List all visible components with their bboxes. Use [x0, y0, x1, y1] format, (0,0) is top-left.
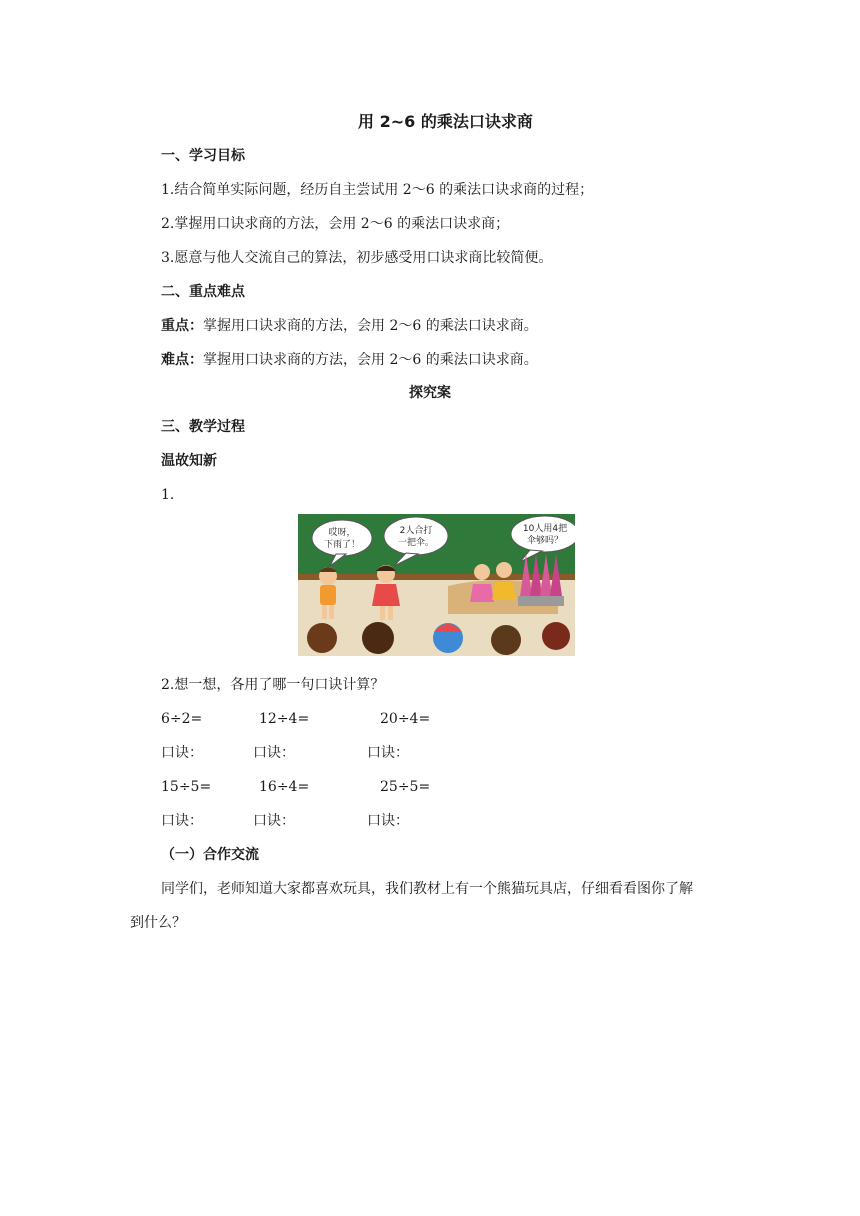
mnemonic-label: 口诀： [253, 813, 295, 829]
bubble-text-2b: 一把伞。 [397, 538, 435, 548]
difficult-point-text: 掌握用口诀求商的方法，会用 2～6 的乘法口诀求商。 [203, 352, 538, 368]
question-1-number: 1. [161, 487, 175, 503]
key-point [161, 317, 538, 335]
paragraph-line-1: 同学们，老师知道大家都喜欢玩具，我们教材上有一个熊猫玩具店，仔细看看图你了解 [161, 881, 693, 897]
expression-15div5: 15÷5= [161, 779, 212, 795]
difficult-point [161, 351, 538, 369]
difficult-point-label: 难点： [161, 352, 203, 368]
expression-16div4: 16÷4= [259, 779, 310, 795]
key-point-label: 重点： [161, 318, 203, 334]
bubble-text-3a: 10人用4把 [522, 524, 568, 534]
objective-item-2: 2.掌握用口诀求商的方法，会用 2～6 的乘法口诀求商； [161, 216, 510, 232]
mnemonic-label: 口诀： [161, 813, 203, 829]
classroom-illustration [298, 514, 575, 656]
page-title: 用 2~6 的乘法口诀求商 [358, 112, 533, 131]
mnemonic-label: 口诀： [253, 745, 295, 761]
bubble-text-1b: 下雨了！ [323, 540, 361, 550]
question-2: 2.想一想，各用了哪一句口诀计算？ [161, 677, 385, 693]
expression-25div5: 25÷5= [380, 779, 431, 795]
expression-12div4: 12÷4= [259, 711, 310, 727]
key-point-text: 掌握用口诀求商的方法，会用 2～6 的乘法口诀求商。 [203, 318, 538, 334]
section-heading-objectives: 一、学习目标 [161, 148, 245, 164]
expression-6div2: 6÷2= [161, 711, 203, 727]
subheading-review: 温故知新 [161, 453, 217, 469]
expression-20div4: 20÷4= [380, 711, 431, 727]
mnemonic-label: 口诀： [367, 745, 409, 761]
mnemonic-label: 口诀： [367, 813, 409, 829]
objective-item-1: 1.结合简单实际问题，经历自主尝试用 2～6 的乘法口诀求商的过程； [161, 182, 594, 198]
subheading-cooperation: （一）合作交流 [161, 847, 259, 863]
mnemonic-label: 口诀： [161, 745, 203, 761]
objective-item-3: 3.愿意与他人交流自己的算法，初步感受用口诀求商比较简便。 [161, 250, 553, 266]
bubble-text-3b: 伞够吗？ [526, 536, 564, 546]
bubble-text-1a: 哎呀， [328, 528, 356, 538]
center-heading: 探究案 [409, 385, 451, 401]
paragraph-line-2: 到什么？ [130, 915, 186, 931]
section-heading-process: 三、教学过程 [161, 419, 245, 435]
bubble-text-2a: 2人合打 [399, 526, 433, 536]
section-heading-keypoints: 二、重点难点 [161, 284, 245, 300]
